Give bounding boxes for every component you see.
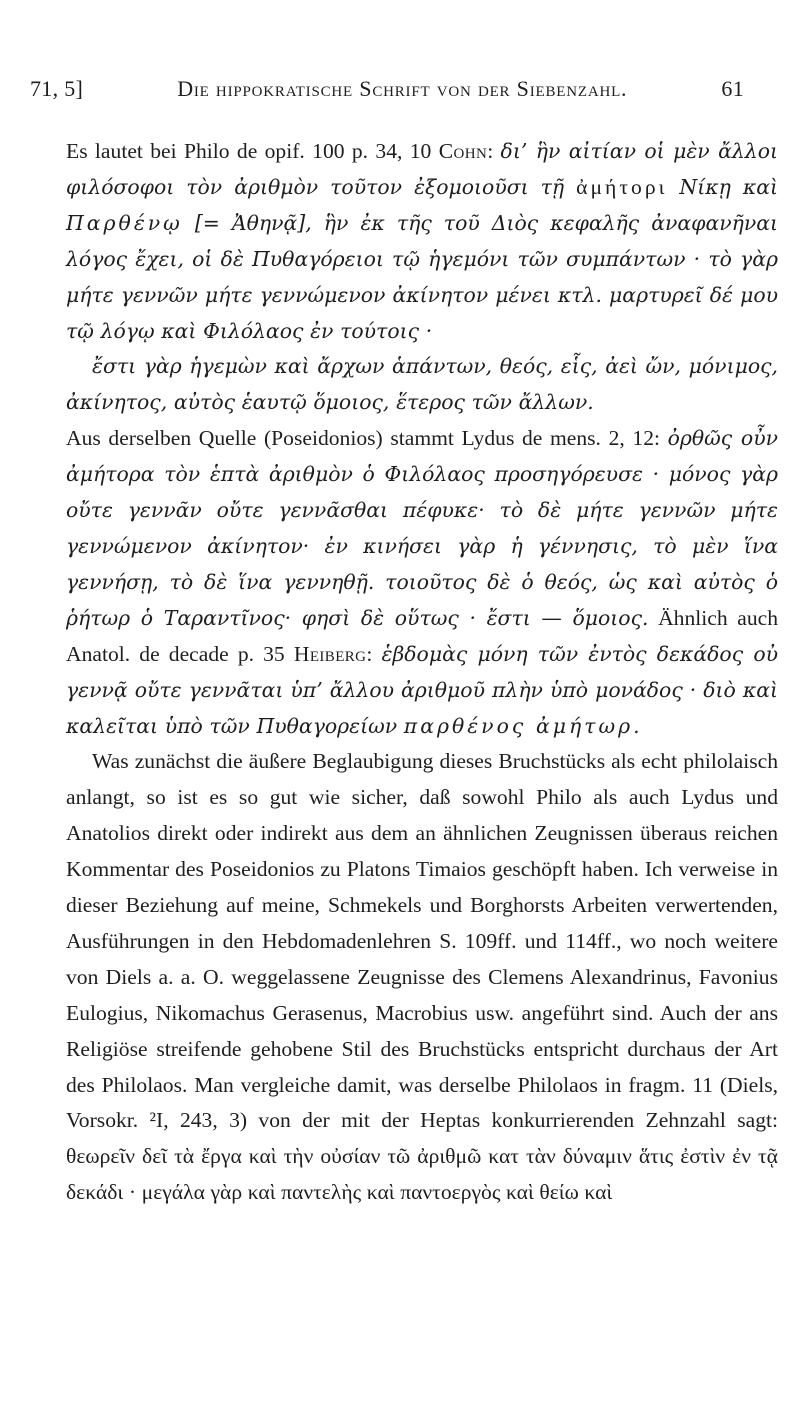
greek-quote: δι’ ἣν αἰτίαν οἱ μὲν ἄλλοι φιλόσοφοι τὸν ἀριθμὸν τοῦτον ἐξομοιοῦσι τῇ [66, 139, 778, 199]
spaced-word: Παρθένῳ [66, 210, 183, 235]
spaced-word: ἀμήτορι [576, 174, 668, 199]
verse-quote: ἔστι γὰρ ἡγεμὼν καὶ ἄρχων ἁπάντων, θεός, εἷς, ἀεὶ ὤν, μόνιμος, ἀκίνητος, αὐτὸς ἑαυτῷ ὅμοιος, ἕτερος τῶν ἄλλων. [66, 354, 778, 415]
running-title: Die hippokratische Schrift von der Siebenzahl. [177, 76, 628, 101]
paragraph: Es lautet bei Philo de opif. 100 p. 34, 10 Cohn: δι’ ἣν αἰτίαν οἱ μὲν ἄλλοι φιλόσοφοι τὸν ἀριθμὸν τοῦτον ἐξομοιοῦσι τῇ ἀμήτορι Νίκῃ καὶ Παρθένῳ [= Ἀθηνᾷ], ἣν ἐκ τῆς τοῦ Διὸς κεφαλῆς ἀναφανῆναι λόγος ἔχει, οἱ δὲ Πυθαγόρειοι τῷ ἡγεμόνι τῶν συμπάντων · τὸ γὰρ μήτε γεννῶν μήτε γεννώμενον ἀκίνητον μένει κτλ. μαρτυρεῖ δέ μου τῷ λόγῳ καὶ Φιλόλαος ἐν τούτοις · ἔστι γὰρ ἡγεμὼν καὶ ἄρχων ἁπάντων, θεός, εἷς, ἀεὶ ὤν, μόνιμος, ἀκίνητος, αὐτὸς ἑαυτῷ ὅμοιος, ἕτερος τῶν ἄλλων. Aus derselben Quelle (Poseidonios) stammt Lydus de mens. 2, 12: ὀρθῶς οὖν ἀμήτορα τὸν ἑπτὰ ἀριθμὸν ὁ Φιλόλαος προσηγόρευσε · μόνος γὰρ οὔτε γεννᾶν οὔτε γεννᾶσθαι πέφυκε· τὸ δὲ μήτε γεννῶν μήτε γεννώμενον ἀκίνητον· ἐν κινήσει γὰρ ἡ γέννησις, τὸ μὲν ἵνα γεννήσῃ, τὸ δὲ ἵνα γεννηθῇ. τοιοῦτος δὲ ὁ θεός, ὡς καὶ αὐτὸς ὁ ῥήτωρ ὁ Ταραντῖνος· φησὶ δὲ οὕτως · ἔστι — ὅμοιος. Ähnlich auch Anatol. de decade p. 35 Heiberg: ἑβδομὰς μόνη τῶν ἐντὸς δεκάδος οὐ γεννᾷ οὔτε γεννᾶται ὑπ’ ἄλλου ἀριθμοῦ πλὴν ὑπὸ μονάδος · διὸ καὶ καλεῖται ὑπὸ τῶν Πυθαγορείων παρθένος ἀμήτωρ. Was zunächst die äußere Beglaubigung dieses Bruchstücks als echt philolaisch anlangt, so ist es so gut wie sicher, daß sowohl Philo als auch Lydus und Anatolios direkt oder indirekt aus dem an ähnlichen Zeugnissen überaus reichen Kommentar des Poseidonios zu Platons Timaios geschöpft haben. Ich verweise in dieser Beziehung auf meine, Schmekels und Borghorsts Arbeiten verwertenden, Ausführungen in den Hebdomadenlehren S. 109ff. und 114ff., wo noch weitere von Diels a. a. O. weggelassene Zeugnisse des Clemens Alexandrinus, Favonius Eulogius, Nikomachus Gerasenus, Macrobius usw. angeführt sind. Auch der ans Religiöse streifende gehobene Stil des Bruchstücks entspricht durchaus der Art des Philolaos. Man vergleiche damit, was derselbe Philolaos in fragm. 11 (Diels, Vorsokr. ²I, 243, 3) von der mit der Heptas konkurrierenden Zehnzahl sagt: θεωρεῖν δεῖ τὰ ἔργα καὶ τὴν οὐσίαν τῶ ἀριθμῶ κατ τὰν δύναμιν ἅτις ἐστὶν ἐν τᾷ δεκάδι · μεγάλα γὰρ καὶ παντελὴς καὶ παντοεργὸς καὶ θείω καὶ [66, 139, 778, 1205]
body-text [66, 134, 778, 1211]
author-name: Heiberg [293, 641, 367, 666]
author-name: Cohn [438, 139, 488, 163]
spaced-word: παρθένος ἀμήτωρ. [403, 713, 643, 738]
running-head [30, 76, 744, 102]
greek-quote: ἑβδομὰς μόνη τῶν ἐντὸς δεκάδος οὐ γεννᾷ οὔτε γεννᾶται ὑπ’ ἄλλου ἀριθμοῦ πλὴν ὑπὸ μονάδος · διὸ καὶ καλεῖται ὑπὸ τῶν Πυθαγορείων [66, 641, 778, 738]
greek-quote: ὀρθῶς οὖν ἀμήτορα τὸν ἑπτὰ ἀριθμὸν ὁ Φιλόλαος προσηγόρευσε · μόνος γὰρ οὔτε γεννᾶν οὔτε γεννᾶσθαι πέφυκε· τὸ δὲ μήτε γεννῶν μήτε γεννώμενον ἀκίνητον· ἐν κινήσει γὰρ ἡ γέννησις, τὸ μὲν ἵνα γεννήσῃ, τὸ δὲ ἵνα γεννηθῇ. τοιοῦτος δὲ ὁ θεός, ὡς καὶ αὐτὸς ὁ ῥήτωρ ὁ Ταραντῖνος· φησὶ δὲ οὕτως · ἔστι — ὅμοιος. [66, 426, 778, 630]
section-ref: 71, 5] [30, 76, 84, 101]
page-number: 61 [721, 76, 744, 101]
